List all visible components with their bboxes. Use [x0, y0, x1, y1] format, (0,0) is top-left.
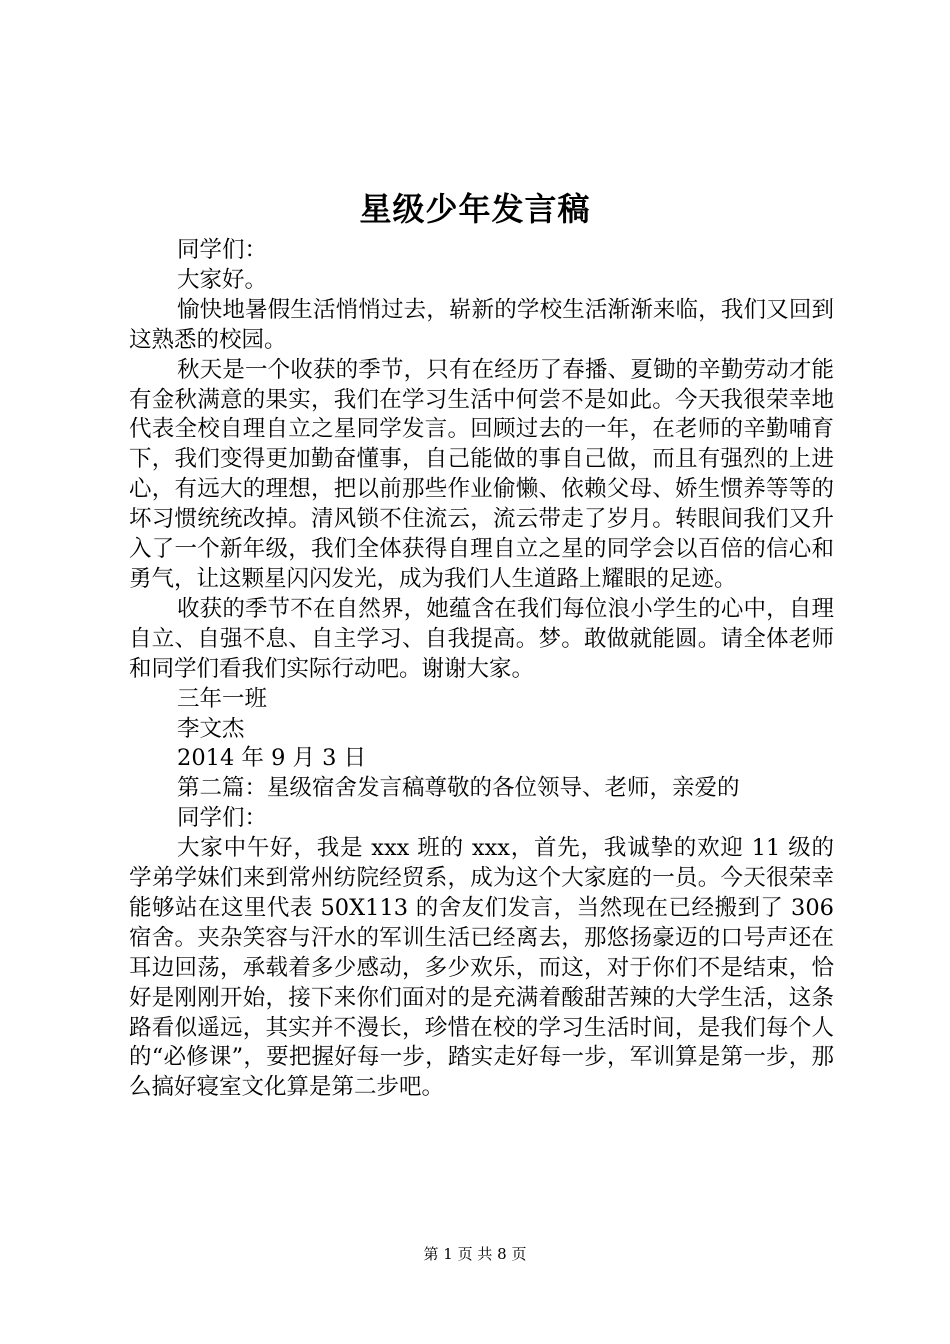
page-footer: 第 1 页 共 8 页	[423, 1245, 527, 1263]
paragraph: 大家好。	[177, 266, 268, 293]
document-body	[129, 236, 834, 1103]
class-name: 三年一班	[177, 685, 268, 712]
salutation: 同学们：	[177, 805, 268, 832]
paragraph: 大家中午好，我是 xxx 班的 xxx，首先，我诚挚的欢迎 11 级的学弟学妹们来到常州纺院经贸系，成为这个大家庭的一员。今天很荣幸能够站在这里代表 50X113 的舍友们发言，当然现在已经搬到了 306 宿舍。夹杂笑容与汗水的军训生活已经离去，那悠扬豪迈的口号声还在耳边回荡，承载着多少感动，多少欢乐，而这，对于你们不是结束，恰好是刚刚开始，接下来你们面对的是充满着酸甜苦辣的大学生活，这条路看似遥远，其实并不漫长，珍惜在校的学习生活时间，是我们每个人的“必修课”，要把握好每一步，踏实走好每一步，军训算是第一步，那么搞好寝室文化算是第二步吧。	[129, 835, 834, 1101]
date: 2014 年 9 月 3 日	[177, 745, 367, 772]
document-title: 星级少年发言稿	[359, 190, 591, 228]
section-heading: 第二篇：星级宿舍发言稿尊敬的各位领导、老师，亲爱的	[177, 775, 740, 802]
author-name: 李文杰	[177, 715, 245, 742]
paragraph: 愉快地暑假生活悄悄过去，崭新的学校生活渐渐来临，我们又回到这熟悉的校园。	[129, 296, 834, 353]
paragraph: 收获的季节不在自然界，她蕴含在我们每位浪小学生的心中，自理自立、自强不息、自主学习、自我提高。梦。敢做就能圆。请全体老师和同学们看我们实际行动吧。谢谢大家。	[129, 595, 834, 682]
paragraph: 同学们：	[177, 237, 268, 263]
paragraph: 秋天是一个收获的季节，只有在经历了春播、夏锄的辛勤劳动才能有金秋满意的果实，我们在学习生活中何尝不是如此。今天我很荣幸地代表全校自理自立之星同学发言。回顾过去的一年，在老师的辛勤哺育下，我们变得更加勤奋懂事，自己能做的事自己做，而且有强烈的上进心，有远大的理想，把以前那些作业偷懒、依赖父母、娇生惯养等等的坏习惯统统改掉。清风锁不住流云，流云带走了岁月。转眼间我们又升入了一个新年级，我们全体获得自理自立之星的同学会以百倍的信心和勇气，让这颗星闪闪发光，成为我们人生道路上耀眼的足迹。	[129, 356, 834, 592]
